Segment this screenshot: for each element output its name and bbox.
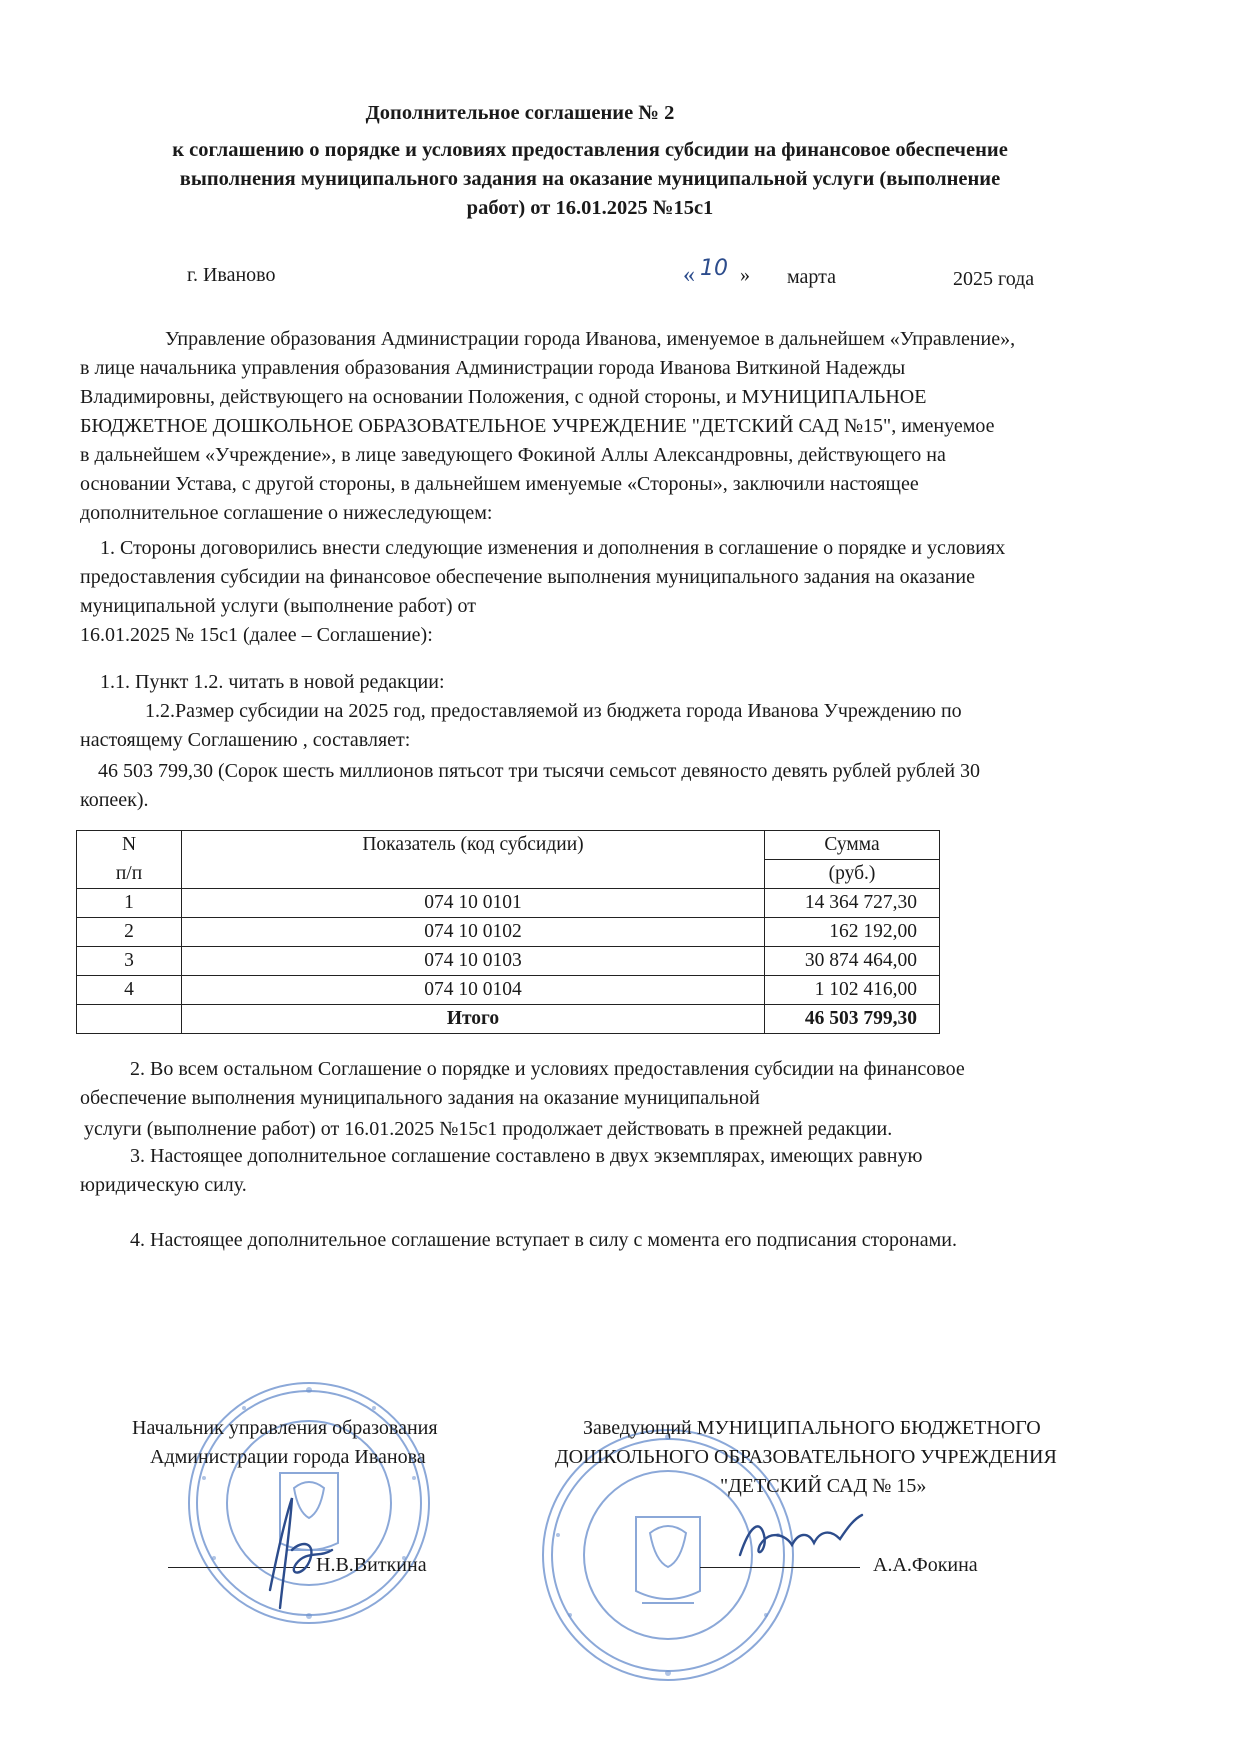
- table-row: [77, 976, 940, 1005]
- right-signatory-org: ДОШКОЛЬНОГО ОБРАЗОВАТЕЛЬНОГО УЧРЕЖДЕНИЯ: [555, 1446, 1057, 1468]
- right-signatory-title: Заведующий МУНИЦИПАЛЬНОГО БЮДЖЕТНОГО: [583, 1417, 1041, 1439]
- subsidy-sum: 14 364 727,30: [765, 889, 940, 918]
- table-header-cell: N: [77, 831, 182, 860]
- subsidy-code: 074 10 0103: [182, 947, 765, 976]
- clause-2-line: 2. Во всем остальном Соглашение о порядке и условиях предоставления субсидии на финансовое: [130, 1058, 965, 1080]
- clause-1-line: 16.01.2025 № 15с1 (далее – Соглашение):: [80, 624, 433, 646]
- table-header-cell: Сумма: [765, 831, 940, 860]
- right-handwritten-signature-icon: [730, 1505, 870, 1575]
- right-signatory-name: А.А.Фокина: [873, 1554, 978, 1576]
- document-subtitle-line-3: работ) от 16.01.2025 №15с1: [466, 197, 714, 219]
- subsidy-code: 074 10 0101: [182, 889, 765, 918]
- clause-2-line: обеспечение выполнения муниципального задания на оказание муниципальной: [80, 1087, 760, 1109]
- clause-2-line: услуги (выполнение работ) от 16.01.2025 №15с1 продолжает действовать в прежней редакции.: [84, 1118, 893, 1140]
- city: г. Иваново: [187, 264, 276, 286]
- subsidy-amount-line: 46 503 799,30 (Сорок шесть миллионов пятьсот три тысячи семьсот девяносто девять рублей рублей 30: [98, 760, 981, 782]
- subsidy-sum: 30 874 464,00: [765, 947, 940, 976]
- clause-1-line: 1. Стороны договорились внести следующие изменения и дополнения в соглашение о порядке и условиях: [100, 537, 1006, 559]
- table-header-row: [77, 860, 940, 889]
- preamble-line: основании Устава, с другой стороны, в дальнейшем именуемые «Стороны», заключили настоящее: [80, 473, 919, 495]
- subsidy-code: 074 10 0102: [182, 918, 765, 947]
- total-sum: 46 503 799,30: [765, 1005, 940, 1034]
- clause-1-line: муниципальной услуги (выполнение работ) от: [80, 595, 476, 617]
- table-header-cell: [182, 860, 765, 889]
- left-signatory-title: Начальник управления образования: [132, 1417, 438, 1439]
- document-subtitle-line-2: выполнения муниципального задания на оказание муниципальной услуги (выполнение: [179, 168, 1001, 190]
- total-empty-cell: [77, 1005, 182, 1034]
- preamble-line: в дальнейшем «Учреждение», в лице заведующего Фокиной Аллы Александровны, действующего на: [80, 444, 946, 466]
- subsidy-table: [76, 830, 940, 1034]
- table-header-cell: (руб.): [765, 860, 940, 889]
- subsidy-sum: 162 192,00: [765, 918, 940, 947]
- table-total-row: [77, 1005, 940, 1034]
- clause-1-2-line: 1.2.Размер субсидии на 2025 год, предоставляемой из бюджета города Иванова Учреждению по: [145, 700, 962, 722]
- row-number: 2: [77, 918, 182, 947]
- clause-1-line: предоставления субсидии на финансовое обеспечение выполнения муниципального задания на оказание: [80, 566, 975, 588]
- subsidy-code: 074 10 0104: [182, 976, 765, 1005]
- left-signatory-name: Н.В.Виткина: [316, 1554, 427, 1576]
- clause-1-1-line: 1.1. Пункт 1.2. читать в новой редакции:: [100, 671, 445, 693]
- right-signatory-org-name: "ДЕТСКИЙ САД № 15»: [720, 1475, 927, 1497]
- table-header-cell: Показатель (код субсидии): [182, 831, 765, 860]
- total-label: Итого: [182, 1005, 765, 1034]
- table-header-row: [77, 831, 940, 860]
- document-title: Дополнительное соглашение № 2: [365, 102, 675, 124]
- table-row: [77, 918, 940, 947]
- left-handwritten-signature-icon: [240, 1480, 350, 1620]
- clause-3-line: юридическую силу.: [80, 1174, 247, 1196]
- left-signatory-org: Администрации города Иванова: [150, 1446, 426, 1468]
- document-subtitle-line-1: к соглашению о порядке и условиях предоставления субсидии на финансовое обеспечение: [172, 139, 1008, 161]
- table-row: [77, 889, 940, 918]
- preamble-line: в лице начальника управления образования Администрации города Иванова Виткиной Надежды: [80, 357, 906, 379]
- preamble-line: Владимировны, действующего на основании Положения, с одной стороны, и МУНИЦИПАЛЬНОЕ: [80, 386, 927, 408]
- clause-1-2-line: настоящему Соглашению , составляет:: [80, 729, 411, 751]
- preamble-line: Управление образования Администрации города Иванова, именуемое в дальнейшем «Управление»,: [165, 328, 1016, 350]
- row-number: 4: [77, 976, 182, 1005]
- subsidy-sum: 1 102 416,00: [765, 976, 940, 1005]
- subsidy-amount-line: копеек).: [80, 789, 149, 811]
- clause-4-line: 4. Настоящее дополнительное соглашение вступает в силу с момента его подписания сторонами.: [130, 1229, 957, 1251]
- row-number: 1: [77, 889, 182, 918]
- preamble-line: БЮДЖЕТНОЕ ДОШКОЛЬНОЕ ОБРАЗОВАТЕЛЬНОЕ УЧРЕЖДЕНИЕ "ДЕТСКИЙ САД №15", именуемое: [80, 415, 995, 437]
- date-quote-open: «: [683, 262, 695, 288]
- row-number: 3: [77, 947, 182, 976]
- date-day-handwritten: 10: [700, 256, 728, 281]
- table-header-cell: п/п: [77, 860, 182, 889]
- clause-3-line: 3. Настоящее дополнительное соглашение составлено в двух экземплярах, имеющих равную: [130, 1145, 923, 1167]
- date-month: марта: [787, 266, 836, 288]
- date-quote-close: »: [740, 264, 750, 286]
- preamble-line: дополнительное соглашение о нижеследующем:: [80, 502, 493, 524]
- date-year: 2025 года: [953, 268, 1035, 290]
- table-row: [77, 947, 940, 976]
